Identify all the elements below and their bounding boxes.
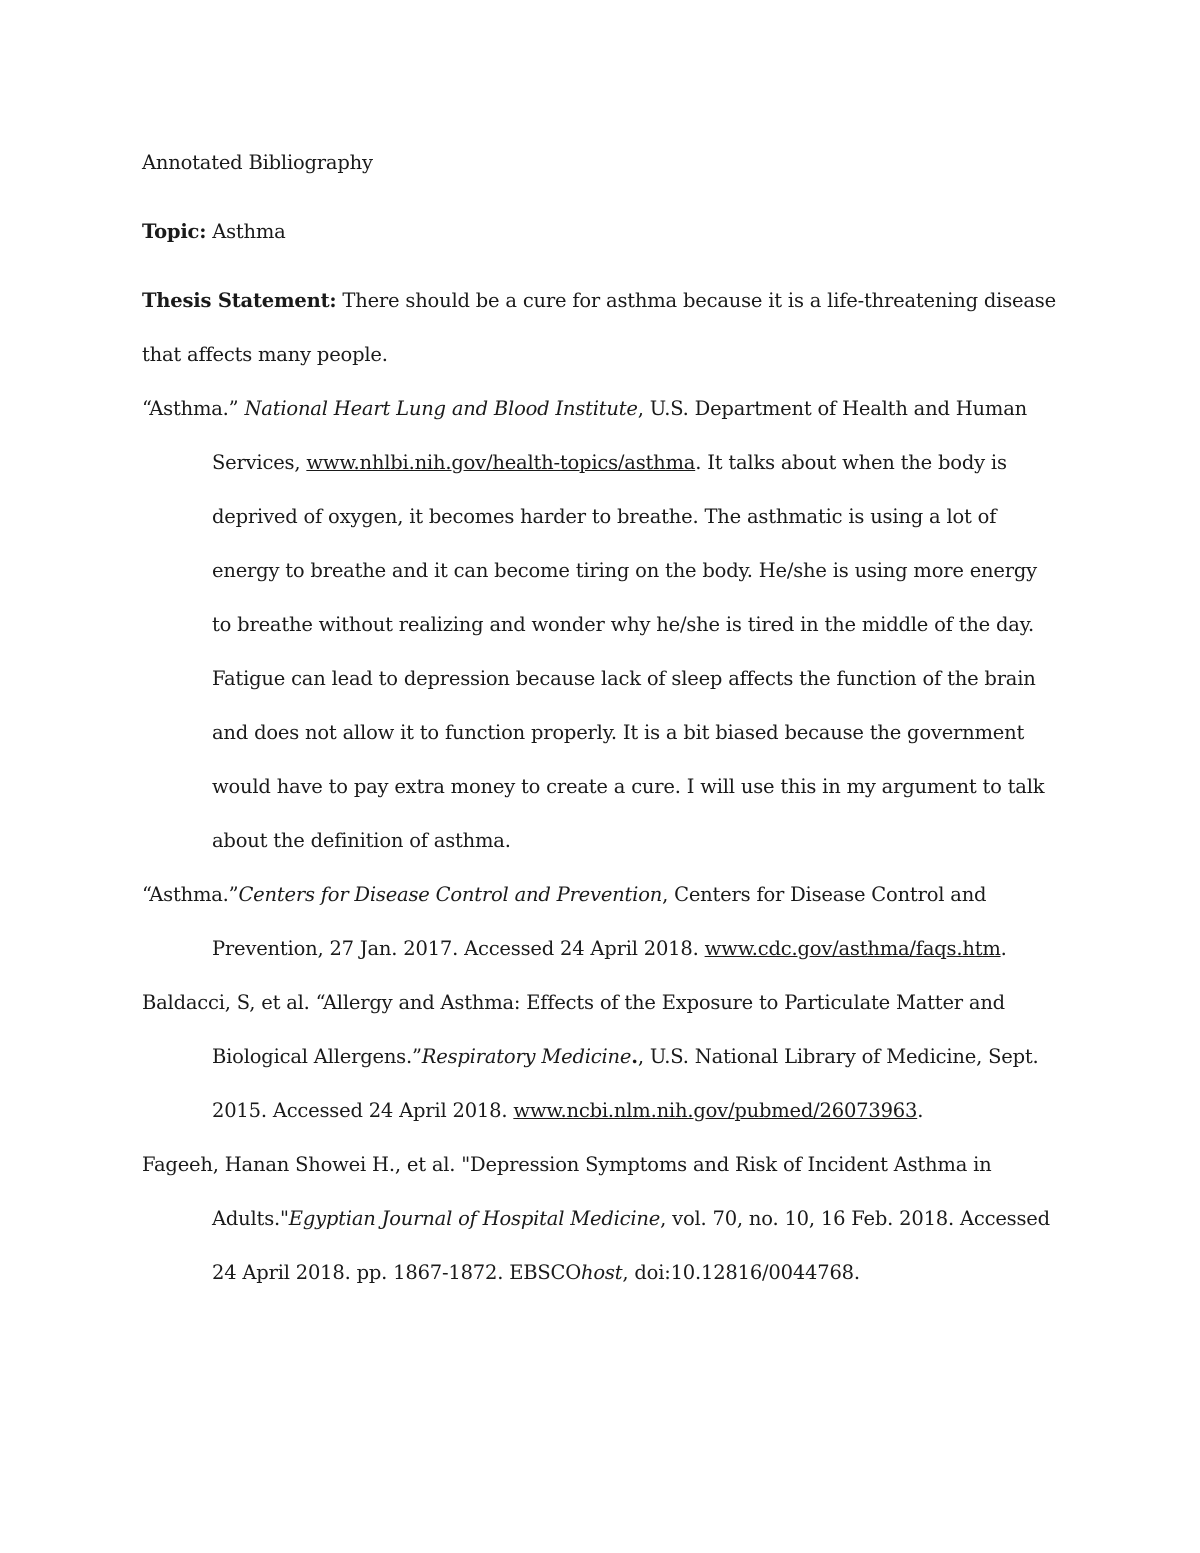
citation-details: , Centers for Disease Control and Prevention, 27 Jan. 2017. Accessed 24 April 2018.: [212, 883, 987, 960]
topic-value: Asthma: [206, 220, 286, 243]
topic-line: [142, 205, 1062, 259]
document-title: [142, 136, 1062, 190]
citation-details: , vol. 70, no. 10, 16 Feb. 2018. Accessed 24 April 2018. pp. 1867-1872. EBSCO: [212, 1207, 1050, 1284]
citation-title: Fageeh, Hanan Showei H., et al. "Depression Symptoms and Risk of Incident Asthma in Adults.": [142, 1153, 992, 1230]
thesis-statement: [142, 274, 1057, 382]
thesis-text: There should be a cure for asthma because it is a life-threatening disease that affects many people.: [142, 289, 1056, 366]
citation-link[interactable]: www.nhlbi.nih.gov/health-topics/asthma: [306, 451, 696, 474]
citation-host: host: [581, 1261, 623, 1284]
title-text: Annotated Bibliography: [142, 151, 373, 174]
citation-link[interactable]: www.ncbi.nlm.nih.gov/pubmed/26073963: [513, 1099, 918, 1122]
citation-end: .: [1000, 937, 1007, 960]
citation-entry: [142, 868, 1062, 976]
citation-annotation: . It talks about when the body is deprived of oxygen, it becomes harder to breathe. The asthmatic is using a lot of energy to breathe and it can become tiring on the body. He/she is using more energy to breathe without realizing and wonder why he/she is tired in the middle of the day. Fatigue can lead to depression because lack of sleep affects the function of the brain and does not allow it to function properly. It is a bit biased because the government would have to pay extra money to create a cure. I will use this in my argument to talk about the definition of asthma.: [212, 451, 1045, 852]
thesis-label: Thesis Statement:: [142, 289, 337, 312]
citation-end: .: [917, 1099, 924, 1122]
citation-link[interactable]: www.cdc.gov/asthma/faqs.htm: [704, 937, 1001, 960]
citation-source: Respiratory Medicine: [421, 1045, 632, 1068]
citation-title: Baldacci, S, et al. “Allergy and Asthma: Effects of the Exposure to Particulate Matter and Biological Allergens.”: [142, 991, 1005, 1068]
citation-source: Egyptian Journal of Hospital Medicine: [288, 1207, 661, 1230]
citation-entry: [142, 976, 1062, 1138]
citation-source: National Heart Lung and Blood Institute: [244, 397, 638, 420]
citation-entry: [142, 1138, 1062, 1300]
document-body: [142, 136, 1062, 1300]
citation-end: , doi:10.12816/0044768.: [622, 1261, 860, 1284]
citation-source-suffix: .: [631, 1045, 638, 1068]
citation-details: , U.S. National Library of Medicine, Sept. 2015. Accessed 24 April 2018.: [212, 1045, 1039, 1122]
citation-source: Centers for Disease Control and Prevention: [238, 883, 663, 906]
citation-entry: [142, 382, 1062, 868]
citation-title: “Asthma.”: [142, 883, 239, 906]
topic-label: Topic:: [142, 220, 207, 243]
citation-title: “Asthma.”: [142, 397, 245, 420]
citation-details: , U.S. Department of Health and Human Services,: [212, 397, 1027, 474]
